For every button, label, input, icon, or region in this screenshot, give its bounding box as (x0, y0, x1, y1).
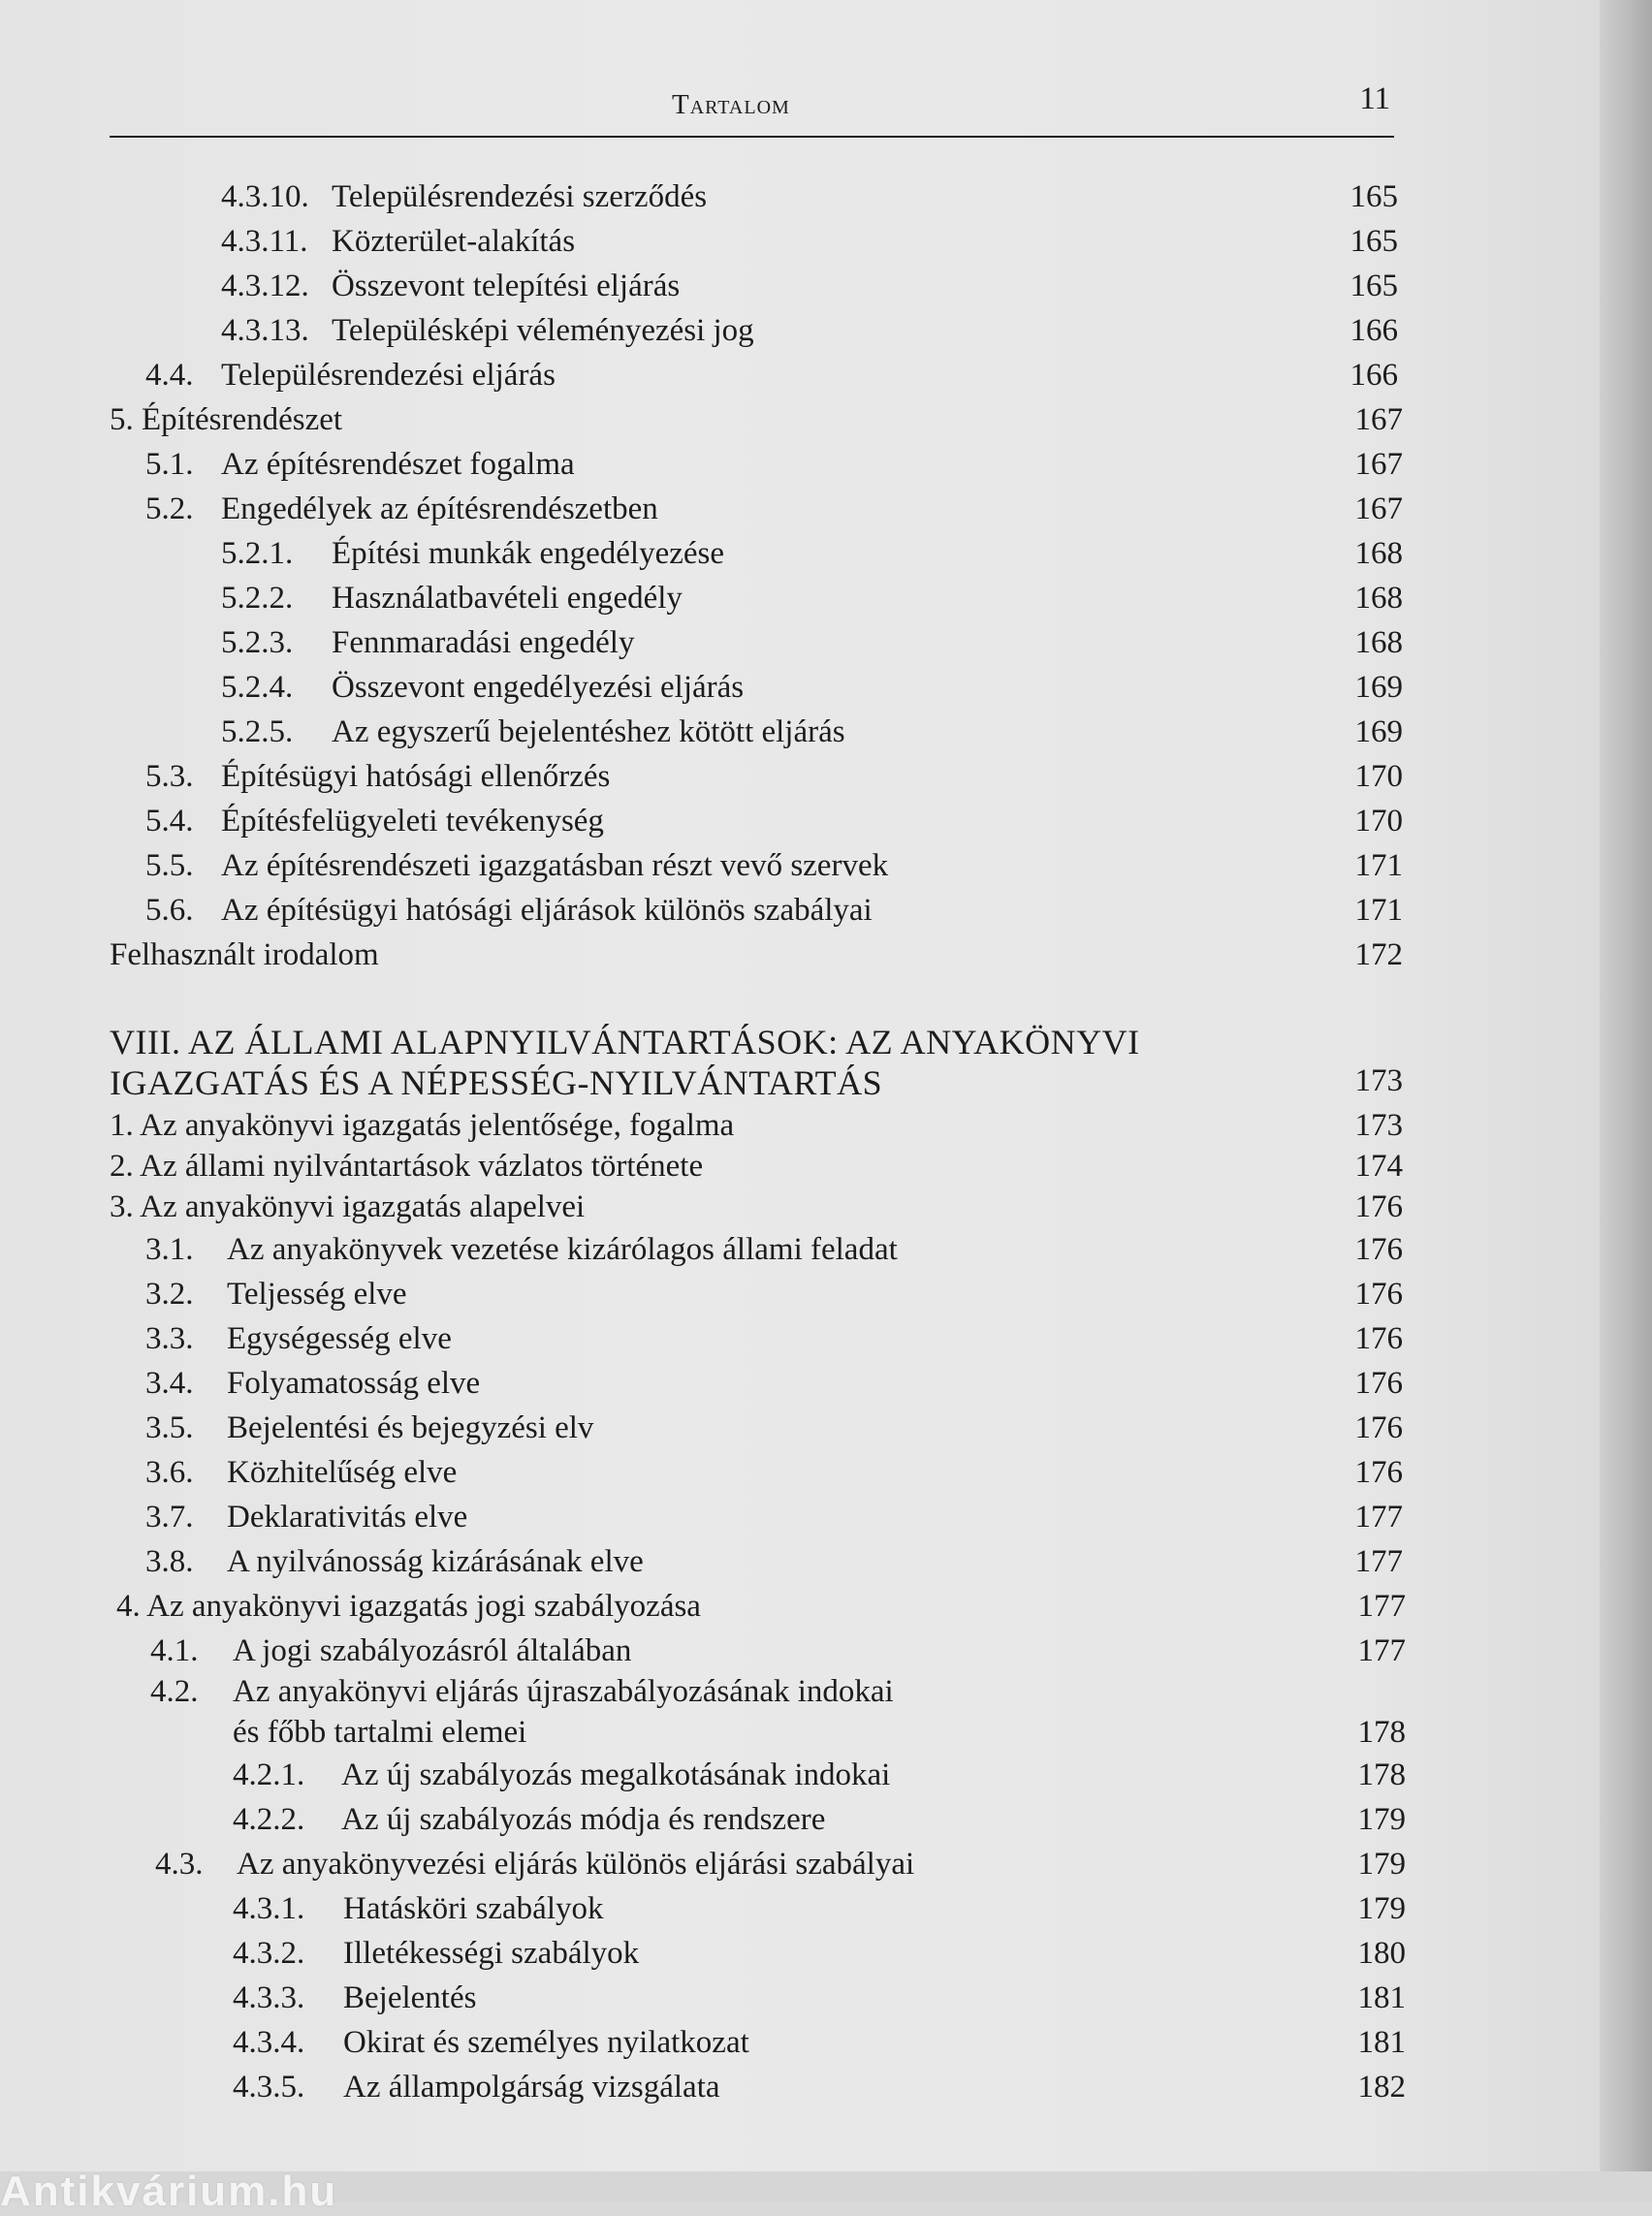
toc-entry (0, 1450, 1600, 1495)
toc-entry (0, 1227, 1600, 1272)
toc-entry-page: 182 (1357, 2070, 1406, 2105)
toc-entry-title: Az építésrendészet fogalma (221, 447, 575, 482)
toc-entry (0, 1797, 1600, 1842)
toc-entry-number: 5.2.4. (221, 670, 294, 705)
toc-entry-title: Építési munkák engedélyezése (332, 536, 725, 571)
toc-entry-page: 170 (1354, 759, 1403, 794)
toc-entry-number: 3.2. (145, 1277, 194, 1312)
toc-entry-title: Illetékességi szabályok (343, 1936, 640, 1971)
toc-entry-title: Az anyakönyvezési eljárás különös eljárási szabályai (237, 1847, 915, 1882)
toc-entry-page: 165 (1350, 224, 1398, 259)
toc-entry-number: 5.3. (145, 759, 194, 794)
toc-entry-title: Fennmaradási engedély (332, 625, 635, 660)
toc-entry-number: 5.2.1. (221, 536, 294, 571)
toc-entry-page: 176 (1354, 1410, 1403, 1445)
toc-entry-title: Közhitelűség elve (227, 1455, 458, 1490)
toc-entry (0, 1103, 1600, 1148)
toc-entry (0, 442, 1600, 487)
toc-entry (0, 576, 1600, 620)
toc-entry-page: 173 (1354, 1108, 1403, 1143)
toc-entry-title: és főbb tartalmi elemei (233, 1715, 527, 1750)
page-edge (1600, 0, 1652, 2202)
toc-entry (0, 531, 1600, 576)
toc-entry-page: 168 (1354, 625, 1403, 660)
toc-entry-number: 3.7. (145, 1500, 194, 1535)
toc-entry-title: Teljesség elve (227, 1277, 407, 1312)
toc-entry (0, 219, 1600, 264)
toc-entry (0, 397, 1600, 442)
toc-entry-title: Településrendezési eljárás (221, 358, 556, 393)
chapter-page-number: 173 (1354, 1063, 1403, 1098)
header-page-number: 11 (1359, 81, 1390, 116)
toc-entry-number: 5.2.5. (221, 714, 294, 749)
toc-entry-title: Az egyszerű bejelentéshez kötött eljárás (332, 714, 845, 749)
toc-entry-page: 179 (1357, 1802, 1406, 1837)
toc-entry-title: 2. Az állami nyilvántartások vázlatos története (110, 1149, 704, 1184)
watermark: Antikvárium.hu (0, 2168, 338, 2215)
toc-entry-page: 166 (1350, 313, 1398, 348)
toc-entry-page: 165 (1350, 179, 1398, 214)
toc-entry (0, 264, 1600, 308)
toc-entry (0, 888, 1600, 933)
chapter-heading-line-2: IGAZGATÁS ÉS A NÉPESSÉG-NYILVÁNTARTÁS (110, 1063, 883, 1102)
toc-entry-page: 171 (1354, 848, 1403, 883)
toc-entry-page: 166 (1350, 358, 1398, 393)
toc-entry (0, 843, 1600, 888)
toc-entry-title: Hatásköri szabályok (343, 1891, 604, 1926)
toc-entry-number: 3.8. (145, 1544, 194, 1579)
toc-entry-title: Engedélyek az építésrendészetben (221, 491, 658, 526)
toc-entry-page: 176 (1354, 1232, 1403, 1267)
toc-entry-page: 176 (1354, 1277, 1403, 1312)
toc-entry-page: 167 (1354, 447, 1403, 482)
toc-entry-number: 4.3. (155, 1847, 204, 1882)
toc-entry-number: 3.6. (145, 1455, 194, 1490)
toc-entry-title: Az anyakönyvek vezetése kizárólagos állami feladat (227, 1232, 898, 1267)
toc-entry-title: Deklarativitás elve (227, 1500, 468, 1535)
toc-entry-title: Bejelentés (343, 1980, 477, 2015)
toc-entry-title: Használatbavételi engedély (332, 581, 683, 616)
toc-entry-number: 4.3.5. (233, 2070, 305, 2105)
toc-entry-page: 178 (1357, 1715, 1406, 1750)
toc-entry (0, 487, 1600, 531)
toc-entry-title: Összevont telepítési eljárás (332, 269, 681, 303)
toc-entry-page: 177 (1357, 1589, 1406, 1624)
toc-entry-title: Egységesség elve (227, 1321, 452, 1356)
toc-entry-page: 181 (1357, 1980, 1406, 2015)
toc-entry-page: 181 (1357, 2025, 1406, 2060)
toc-entry-title: Az építésügyi hatósági eljárások különös szabályai (221, 893, 873, 928)
toc-entry-title: Az új szabályozás módja és rendszere (341, 1802, 826, 1837)
toc-entry-title: 3. Az anyakönyvi igazgatás alapelvei (110, 1189, 586, 1224)
toc-entry (0, 754, 1600, 799)
toc-entry-title: 1. Az anyakönyvi igazgatás jelentősége, fogalma (110, 1108, 735, 1143)
toc-entry-title: Az anyakönyvi eljárás újraszabályozásának indokai (233, 1674, 894, 1709)
toc-entry-title: Folyamatosság elve (227, 1366, 481, 1401)
toc-entry-number: 4.3.13. (221, 313, 309, 348)
toc-entry (0, 1842, 1600, 1886)
chapter-page-row (0, 1059, 1600, 1103)
toc-entry-title: Az állampolgárság vizsgálata (343, 2070, 720, 2105)
toc-entry (0, 933, 1600, 977)
toc-entry-page: 178 (1357, 1757, 1406, 1792)
toc-entry-page: 168 (1354, 536, 1403, 571)
toc-entry-number: 4.2.2. (233, 1802, 305, 1837)
toc-entry-title: Építésügyi hatósági ellenőrzés (221, 759, 611, 794)
toc-entry (0, 1669, 1600, 1714)
toc-entry-number: 5.4. (145, 804, 194, 839)
toc-entry (0, 1886, 1600, 1931)
toc-entry (0, 1495, 1600, 1539)
toc-entry-page: 176 (1354, 1321, 1403, 1356)
toc-entry-number: 5.6. (145, 893, 194, 928)
toc-entry-page: 176 (1354, 1455, 1403, 1490)
toc-entry-page: 176 (1354, 1366, 1403, 1401)
toc-entry-title: Az új szabályozás megalkotásának indokai (341, 1757, 891, 1792)
toc-entry (0, 353, 1600, 397)
toc-entry (0, 1710, 1600, 1755)
toc-entry-number: 4.4. (145, 358, 194, 393)
toc-entry (0, 665, 1600, 710)
toc-entry (0, 1361, 1600, 1406)
toc-entry-title: Felhasznált irodalom (110, 937, 379, 972)
toc-entry (0, 174, 1600, 219)
toc-entry (0, 2020, 1600, 2065)
toc-entry-number: 5.1. (145, 447, 194, 482)
toc-entry-page: 167 (1354, 402, 1403, 437)
toc-entry (0, 1976, 1600, 2020)
toc-entry-number: 3.5. (145, 1410, 194, 1445)
toc-entry-page: 177 (1354, 1544, 1403, 1579)
toc-entry (0, 1406, 1600, 1450)
toc-entry-number: 3.3. (145, 1321, 194, 1356)
toc-entry-page: 171 (1354, 893, 1403, 928)
toc-entry (0, 1144, 1600, 1188)
toc-entry-title: Településrendezési szerződés (332, 179, 708, 214)
toc-entry-page: 176 (1354, 1189, 1403, 1224)
toc-entry (0, 1539, 1600, 1584)
toc-entry-number: 4.3.1. (233, 1891, 305, 1926)
toc-entry (0, 308, 1600, 353)
toc-entry (0, 710, 1600, 754)
toc-entry (0, 1629, 1600, 1673)
toc-entry-number: 4.3.11. (221, 224, 308, 259)
toc-entry-title: A nyilvánosság kizárásának elve (227, 1544, 644, 1579)
toc-entry-number: 4.3.12. (221, 269, 309, 303)
toc-entry-number: 5.2. (145, 491, 194, 526)
toc-entry-title: 5. Építésrendészet (110, 402, 343, 437)
toc-entry-number: 5.5. (145, 848, 194, 883)
toc-entry-title: Bejelentési és bejegyzési elv (227, 1410, 594, 1445)
toc-entry-number: 4.1. (150, 1633, 199, 1668)
toc-entry-page: 165 (1350, 269, 1398, 303)
toc-entry-number: 4.3.3. (233, 1980, 305, 2015)
toc-entry-number: 5.2.2. (221, 581, 294, 616)
toc-entry (0, 1272, 1600, 1316)
toc-entry-title: A jogi szabályozásról általában (233, 1633, 632, 1668)
toc-entry-number: 3.1. (145, 1232, 194, 1267)
toc-entry-number: 4.3.4. (233, 2025, 305, 2060)
toc-entry (0, 1753, 1600, 1797)
toc-entry-title: Településképi véleményezési jog (332, 313, 754, 348)
toc-entry-page: 168 (1354, 581, 1403, 616)
toc-entry-number: 4.2.1. (233, 1757, 305, 1792)
toc-entry-number: 4.3.10. (221, 179, 309, 214)
toc-entry-title: Építésfelügyeleti tevékenység (221, 804, 604, 839)
toc-entry-title: Okirat és személyes nyilatkozat (343, 2025, 749, 2060)
toc-entry-title: 4. Az anyakönyvi igazgatás jogi szabályozása (116, 1589, 701, 1624)
toc-entry-page: 177 (1354, 1500, 1403, 1535)
toc-entry-number: 3.4. (145, 1366, 194, 1401)
toc-entry-page: 179 (1357, 1891, 1406, 1926)
toc-entry-number: 4.3.2. (233, 1936, 305, 1971)
toc-entry-page: 180 (1357, 1936, 1406, 1971)
toc-entry-page: 170 (1354, 804, 1403, 839)
toc-entry-title: Az építésrendészeti igazgatásban részt vevő szervek (221, 848, 889, 883)
toc-entry-number: 5.2.3. (221, 625, 294, 660)
toc-entry-number: 4.2. (150, 1674, 199, 1709)
toc-entry (0, 620, 1600, 665)
chapter-heading-line-1: VIII. AZ ÁLLAMI ALAPNYILVÁNTARTÁSOK: AZ ANYAKÖNYVI (110, 1023, 1140, 1061)
toc-entry (0, 1185, 1600, 1229)
toc-entry (0, 1931, 1600, 1976)
toc-entry-page: 174 (1354, 1149, 1403, 1184)
toc-entry (0, 1316, 1600, 1361)
toc-entry-title: Összevont engedélyezési eljárás (332, 670, 745, 705)
toc-entry (0, 1584, 1600, 1629)
toc-entry (0, 799, 1600, 843)
toc-entry-page: 169 (1354, 670, 1403, 705)
toc-entry-page: 177 (1357, 1633, 1406, 1668)
toc-entry-page: 172 (1354, 937, 1403, 972)
toc-entry-title: Közterület-alakítás (332, 224, 576, 259)
toc-entry (0, 2065, 1600, 2109)
header-title: Tartalom (672, 89, 790, 120)
toc-entry-page: 169 (1354, 714, 1403, 749)
toc-entry-page: 167 (1354, 491, 1403, 526)
toc-entry-page: 179 (1357, 1847, 1406, 1882)
